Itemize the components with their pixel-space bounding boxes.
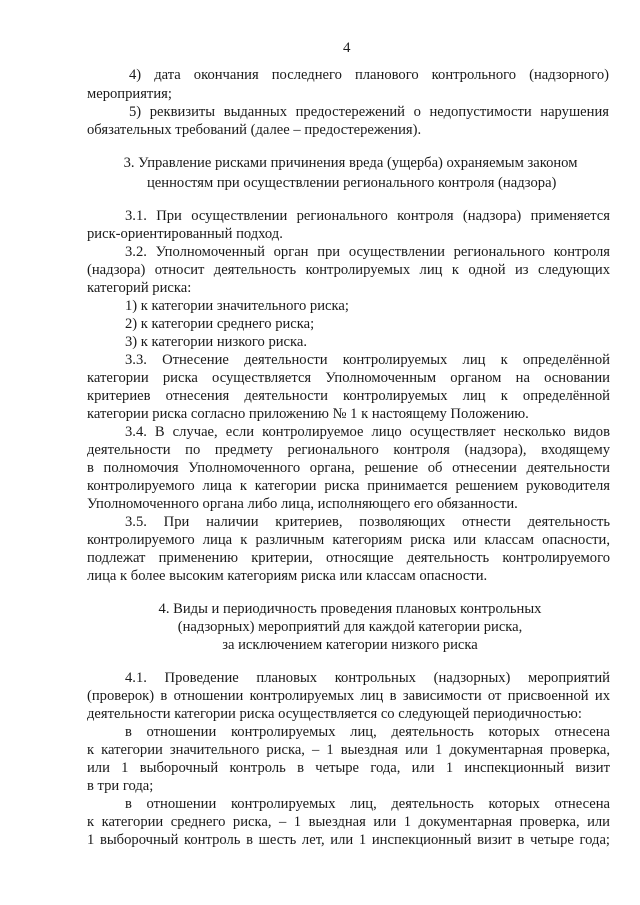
text-line: в три года; <box>87 778 154 794</box>
text-line: контролируемого лица к категории риска принимается решением руководителя <box>87 478 610 494</box>
text-line: 1) к категории значительного риска; <box>125 298 349 314</box>
text-line: категории риска согласно приложению № 1 к настоящему Положению. <box>87 406 529 422</box>
text-line: (проверок) в отношении контролируемых лиц в зависимости от присвоенной их <box>87 688 610 704</box>
text-line: или 1 выборочный контроль в четыре года, или 1 инспекционный визит <box>87 760 610 776</box>
text-line: обязательных требований (далее – предостережения). <box>87 122 422 138</box>
text-line: 4.1. Проведение плановых контрольных (надзорных) мероприятий <box>125 670 610 686</box>
text-line: к категории среднего риска, – 1 выездная или 1 документарная проверка, или <box>87 814 610 830</box>
text-line: за исключением категории низкого риска <box>222 637 478 653</box>
text-line: 3. Управление рисками причинения вреда (ущерба) охраняемым законом <box>123 155 578 171</box>
text-line: (надзорных) мероприятий для каждой категории риска, <box>177 619 523 635</box>
text-line: лица к более высоким категориям риска или классам опасности. <box>87 568 488 584</box>
text-line: 3.1. При осуществлении регионального контроля (надзора) применяется <box>125 208 610 224</box>
text-line: 2) к категории среднего риска; <box>125 316 315 332</box>
text-line: 5) реквизиты выданных предостережений о недопустимости нарушения <box>129 104 609 120</box>
text-line: 3) к категории низкого риска. <box>125 334 308 350</box>
text-line: 3.4. В случае, если контролируемое лицо осуществляет несколько видов <box>125 424 610 440</box>
text-line: критериев отнесения деятельности контролируемых лиц к определённой <box>87 388 610 404</box>
text-line: контролируемого лица к различным категориям риска или классам опасности, <box>87 532 610 548</box>
text-line: риск-ориентированный подход. <box>87 226 283 242</box>
text-line: подлежат применению критерии, относящие деятельность контролируемого <box>87 550 610 566</box>
text-line: 3.3. Отнесение деятельности контролируемых лиц к определённой <box>125 352 610 368</box>
text-line: мероприятия; <box>87 86 172 102</box>
text-line: Уполномоченного органа либо лица, исполняющего его обязанности. <box>87 496 518 512</box>
text-line: категории риска осуществляется Уполномоченным органом на основании <box>87 370 610 386</box>
text-line: (надзора) относит деятельность контролируемых лиц к одной из следующих <box>87 262 610 278</box>
text-line: в отношении контролируемых лиц, деятельность которых отнесена <box>125 724 610 740</box>
page-number: 4 <box>343 40 351 56</box>
text-line: категорий риска: <box>87 280 192 296</box>
text-line: деятельности по предмету регионального контроля (надзора), входящему <box>87 442 610 458</box>
text-line: 3.2. Уполномоченный орган при осуществлении регионального контроля <box>125 244 610 260</box>
text-line: к категории значительного риска, – 1 выездная или 1 документарная проверка, <box>87 742 610 758</box>
text-line: 3.5. При наличии критериев, позволяющих отнести деятельность <box>125 514 610 530</box>
text-line: деятельности категории риска осуществляется со следующей периодичностью: <box>87 706 582 722</box>
text-line: 1 выборочный контроль в шесть лет, или 1 инспекционный визит в четыре года; <box>87 832 610 848</box>
text-line: в отношении контролируемых лиц, деятельность которых отнесена <box>125 796 610 812</box>
text-line: 4) дата окончания последнего планового контрольного (надзорного) <box>129 67 609 83</box>
text-line: в полномочия Уполномоченного органа, решение об отнесении деятельности <box>87 460 610 476</box>
text-line: 4. Виды и периодичность проведения плановых контрольных <box>158 601 542 617</box>
text-line: ценностям при осуществлении регионального контроля (надзора) <box>147 175 557 191</box>
